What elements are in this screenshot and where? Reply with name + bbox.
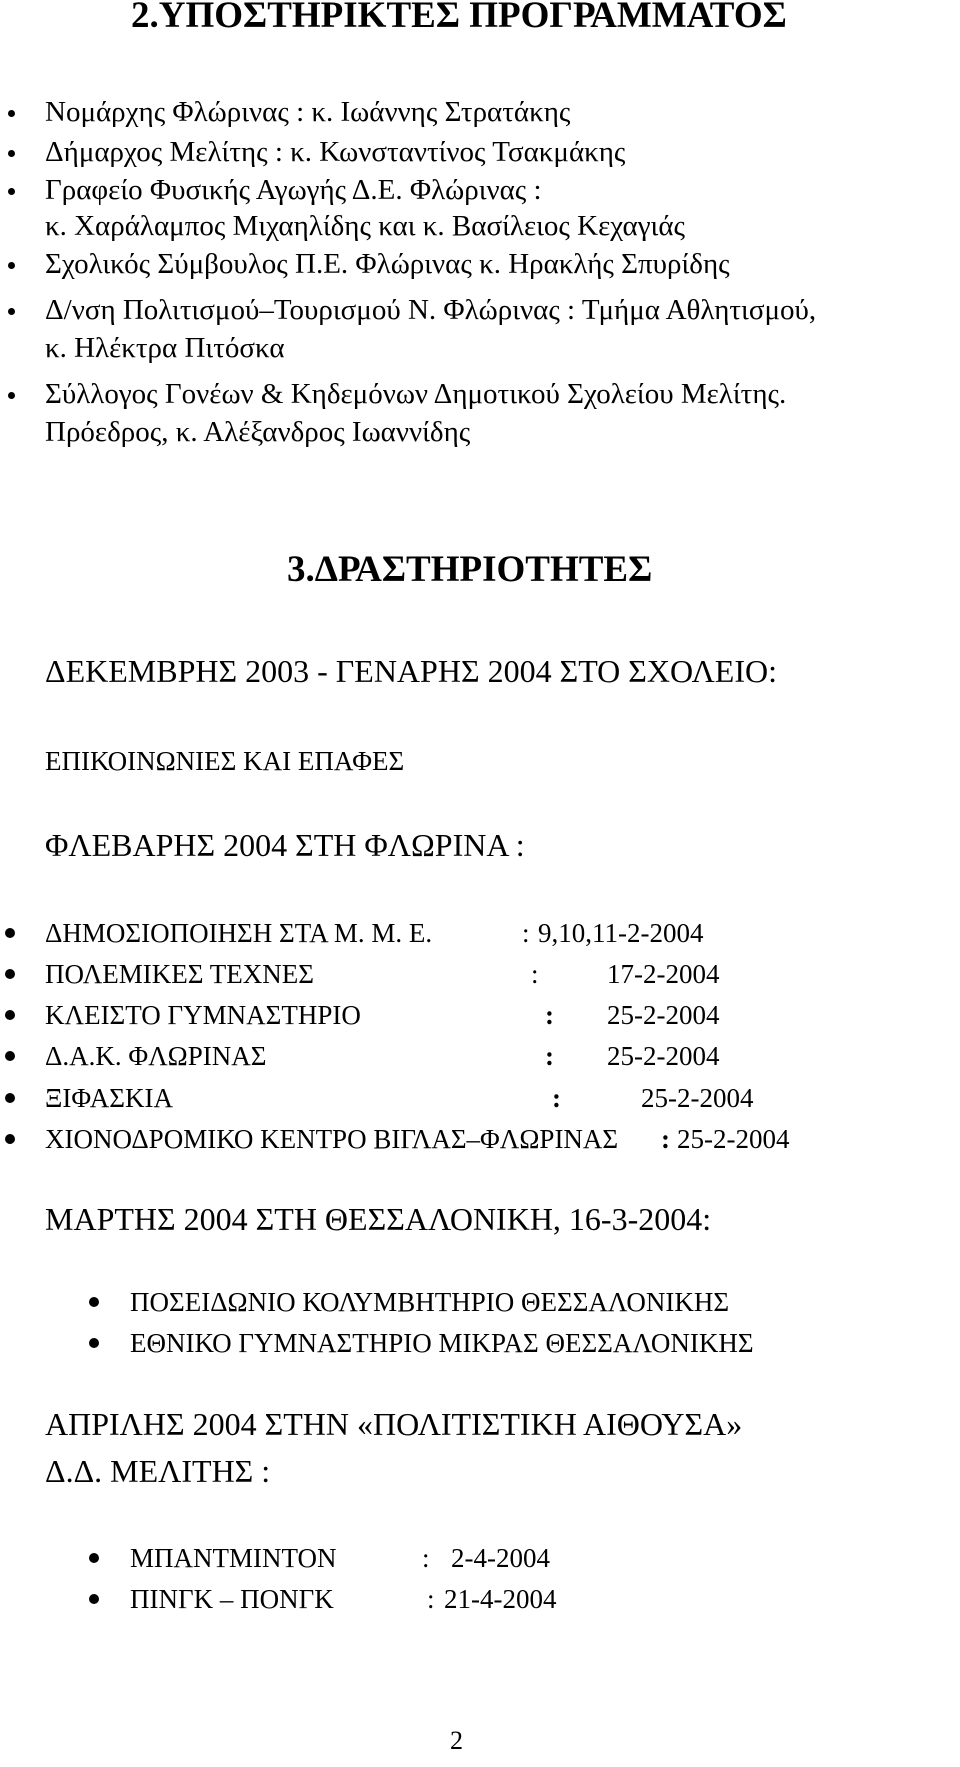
period-heading: ΔΕΚΕΜΒΡΗΣ 2003 - ΓΕΝΑΡΗΣ 2004 ΣΤΟ ΣΧΟΛΕΙΟ: (45, 653, 777, 689)
contacts-heading: ΕΠΙΚΟΙΝΩΝΙΕΣ ΚΑΙ ΕΠΑΦΕΣ (45, 746, 405, 776)
item-colon: : (531, 959, 539, 989)
list-item (45, 1081, 805, 1115)
list-item (130, 1582, 630, 1616)
sponsor-line: Πρόεδρος, κ. Αλέξανδρος Ιωαννίδης (45, 416, 471, 448)
item-date: 21-4-2004 (444, 1584, 557, 1614)
item-colon: : (552, 1083, 561, 1113)
section-3-title: 3.ΔΡΑΣΤΗΡΙΟΤΗΤΕΣ (287, 549, 653, 590)
march-heading: ΜΑΡΤΗΣ 2004 ΣΤΗ ΘΕΣΣΑΛΟΝΙΚΗ, 16-3-2004: (45, 1201, 712, 1237)
list-item: ΕΘΝΙΚΟ ΓΥΜΝΑΣΤΗΡΙΟ ΜΙΚΡΑΣ ΘΕΣΣΑΛΟΝΙΚΗΣ (130, 1328, 754, 1358)
item-label: Δ.Α.Κ. ΦΛΩΡΙΝΑΣ (45, 1041, 267, 1071)
list-item (45, 1039, 805, 1073)
bullet (5, 1134, 15, 1144)
item-date: 17-2-2004 (607, 959, 720, 989)
bullet (8, 262, 15, 269)
sponsor-line: Γραφείο Φυσικής Αγωγής Δ.Ε. Φλώρινας : (45, 174, 542, 206)
bullet (8, 188, 15, 195)
item-colon: : (422, 1543, 430, 1573)
sponsor-line: Δήμαρχος Μελίτης : κ. Κωνσταντίνος Τσακμάκης (45, 136, 626, 168)
item-label: ΜΠΑΝΤΜΙΝΤΟΝ (130, 1543, 337, 1573)
item-date: 9,10,11-2-2004 (538, 918, 704, 948)
april-heading-line2: Δ.Δ. ΜΕΛΙΤΗΣ : (45, 1453, 271, 1489)
bullet (89, 1594, 99, 1604)
bullet (8, 308, 15, 315)
list-item (45, 1122, 945, 1156)
item-label: ΧΙΟΝΟΔΡΟΜΙΚΟ ΚΕΝΤΡΟ ΒΙΓΛΑΣ–ΦΛΩΡΙΝΑΣ (45, 1124, 619, 1154)
item-colon: : (427, 1584, 435, 1614)
sponsor-line: Σύλλογος Γονέων & Κηδεμόνων Δημοτικού Σχολείου Μελίτης. (45, 378, 787, 410)
sponsor-line: Δ/νση Πολιτισμού–Τουρισμού Ν. Φλώρινας : Τμήμα Αθλητισμού, (45, 294, 817, 326)
list-item (45, 998, 805, 1032)
bullet (5, 928, 15, 938)
bullet (5, 1010, 15, 1020)
item-date: 2-4-2004 (451, 1543, 550, 1573)
page-number: 2 (450, 1726, 463, 1755)
bullet (8, 110, 15, 117)
item-label: ΞΙΦΑΣΚΙΑ (45, 1083, 173, 1113)
sponsor-line: κ. Ηλέκτρα Πιτόσκα (45, 332, 285, 364)
bullet (5, 1051, 15, 1061)
sponsor-line: κ. Χαράλαμπος Μιχαηλίδης και κ. Βασίλειος Κεχαγιάς (45, 210, 686, 242)
item-label: ΔΗΜΟΣΙΟΠΟΙΗΣΗ ΣΤΑ Μ. Μ. Ε. (45, 918, 433, 948)
section-2-title: 2.ΥΠΟΣΤΗΡΙΚΤΕΣ ΠΡΟΓΡΑΜΜΑΤΟΣ (131, 0, 787, 36)
bullet (5, 1093, 15, 1103)
item-date: 25-2-2004 (607, 1041, 720, 1071)
list-item (45, 957, 805, 991)
item-label: ΠΟΛΕΜΙΚΕΣ ΤΕΧΝΕΣ (45, 959, 314, 989)
sponsor-line: Νομάρχης Φλώρινας : κ. Ιωάννης Στρατάκης (45, 96, 571, 128)
bullet (8, 150, 15, 157)
item-label: ΠΙΝΓΚ – ΠΟΝΓΚ (130, 1584, 334, 1614)
item-date: 25-2-2004 (641, 1083, 754, 1113)
list-item (45, 916, 805, 950)
item-label: ΚΛΕΙΣΤΟ ΓΥΜΝΑΣΤΗΡΙΟ (45, 1000, 361, 1030)
item-colon: : (522, 918, 530, 948)
bullet (89, 1338, 99, 1348)
item-colon: : (661, 1124, 670, 1154)
bullet (8, 392, 15, 399)
bullet (89, 1297, 99, 1307)
bullet (89, 1553, 99, 1563)
bullet (5, 969, 15, 979)
list-item (130, 1541, 630, 1575)
item-date: 25-2-2004 (677, 1124, 790, 1154)
sponsor-line: Σχολικός Σύμβουλος Π.Ε. Φλώρινας κ. Ηρακλής Σπυρίδης (45, 248, 730, 280)
item-colon: : (545, 1041, 554, 1071)
list-item: ΠΟΣΕΙΔΩΝΙΟ ΚΟΛΥΜΒΗΤΗΡΙΟ ΘΕΣΣΑΛΟΝΙΚΗΣ (130, 1287, 730, 1317)
item-date: 25-2-2004 (607, 1000, 720, 1030)
item-colon: : (545, 1000, 554, 1030)
april-heading-line1: ΑΠΡΙΛΗΣ 2004 ΣΤΗΝ «ΠΟΛΙΤΙΣΤΙΚΗ ΑΙΘΟΥΣΑ» (45, 1406, 743, 1442)
february-heading: ΦΛΕΒΑΡΗΣ 2004 ΣΤΗ ΦΛΩΡΙΝΑ : (45, 827, 525, 863)
